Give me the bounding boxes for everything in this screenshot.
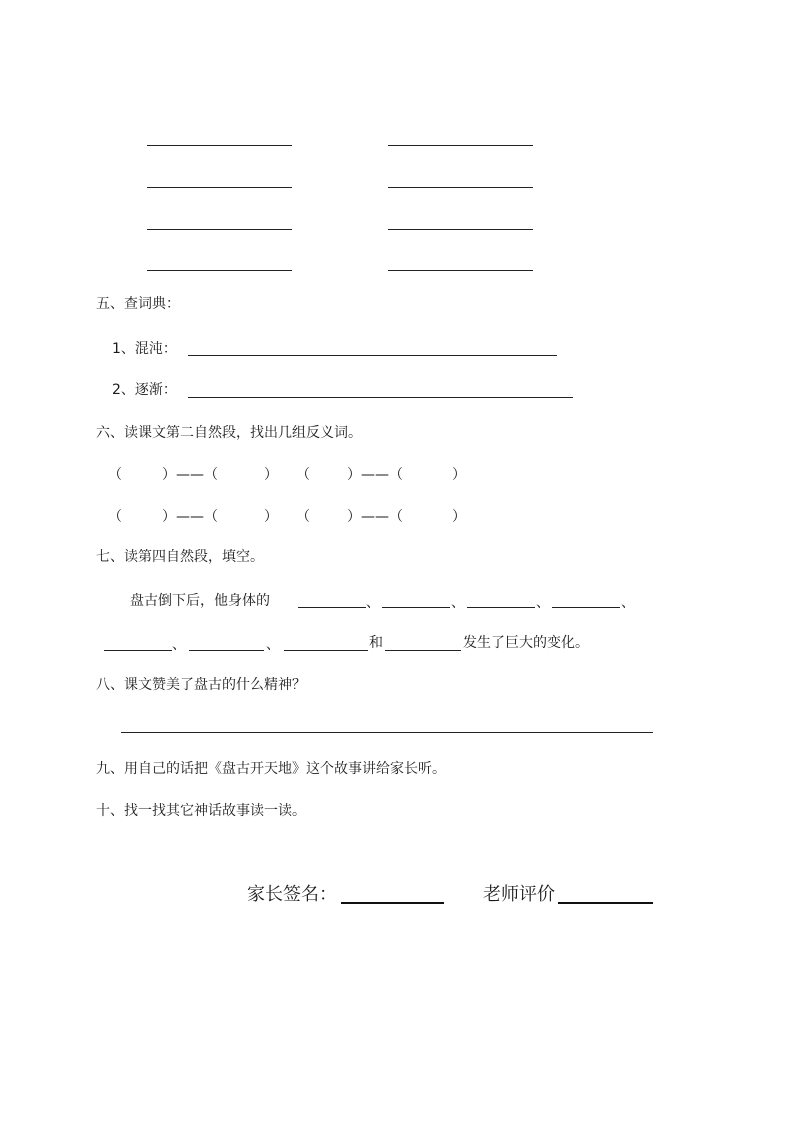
answer-line[interactable] [388,229,533,230]
paren-dash: ）——（ [162,509,218,525]
answer-line[interactable] [388,187,533,188]
fill-in-blank[interactable] [552,607,620,608]
paren-open: （ [108,467,122,483]
section-eight-heading: 八、课文赞美了盘古的什么精神？ [96,677,306,693]
fill-in-blank[interactable] [284,650,368,651]
parent-signature-line[interactable] [341,902,444,904]
fill-in-blank[interactable] [104,650,172,651]
separator-text: 、 [536,595,550,611]
paren-close: ） [452,467,466,483]
answer-line[interactable] [388,270,533,271]
fill-in-blank[interactable] [189,650,264,651]
separator-text: 、 [172,637,186,653]
fill-in-blank[interactable] [382,607,450,608]
separator-text: 、 [621,595,635,611]
section-ten-heading: 十、找一找其它神话故事读一读。 [96,803,306,819]
separator-text: 、 [366,595,380,611]
paren-close: ） [452,509,466,525]
sentence-end-text: 发生了巨大的变化。 [463,635,589,651]
fill-in-intro-text: 盘古倒下后，他身体的 [130,593,270,609]
paren-close: ） [264,467,278,483]
paren-open: （ [296,467,310,483]
answer-line[interactable] [147,187,292,188]
dictionary-answer-line[interactable] [188,397,573,398]
paren-open: （ [108,509,122,525]
fill-in-blank[interactable] [298,607,366,608]
teacher-evaluation-label: 老师评价 [483,884,555,905]
separator-text: 、 [451,595,465,611]
paren-dash: ）——（ [162,467,218,483]
fill-in-blank[interactable] [467,607,535,608]
section-nine-heading: 九、用自己的话把《盘古开天地》这个故事讲给家长听。 [96,761,446,777]
dictionary-item-label: 1、混沌： [112,341,177,357]
paren-open: （ [296,509,310,525]
paren-dash: ）——（ [347,467,403,483]
separator-text: 、 [266,637,280,653]
paren-dash: ）——（ [347,509,403,525]
paren-close: ） [264,509,278,525]
parent-signature-label: 家长签名： [247,884,337,905]
section-five-heading: 五、查词典： [96,296,180,312]
section-six-heading: 六、读课文第二自然段，找出几组反义词。 [96,425,362,441]
answer-line[interactable] [147,145,292,146]
section-seven-heading: 七、读第四自然段，填空。 [96,549,264,565]
answer-line[interactable] [388,145,533,146]
answer-line[interactable] [121,732,653,733]
answer-line[interactable] [147,270,292,271]
fill-in-blank[interactable] [385,650,461,651]
and-text: 和 [369,635,383,651]
teacher-evaluation-line[interactable] [558,902,653,904]
answer-line[interactable] [147,229,292,230]
dictionary-item-label: 2、逐渐： [112,382,177,398]
dictionary-answer-line[interactable] [188,355,557,356]
